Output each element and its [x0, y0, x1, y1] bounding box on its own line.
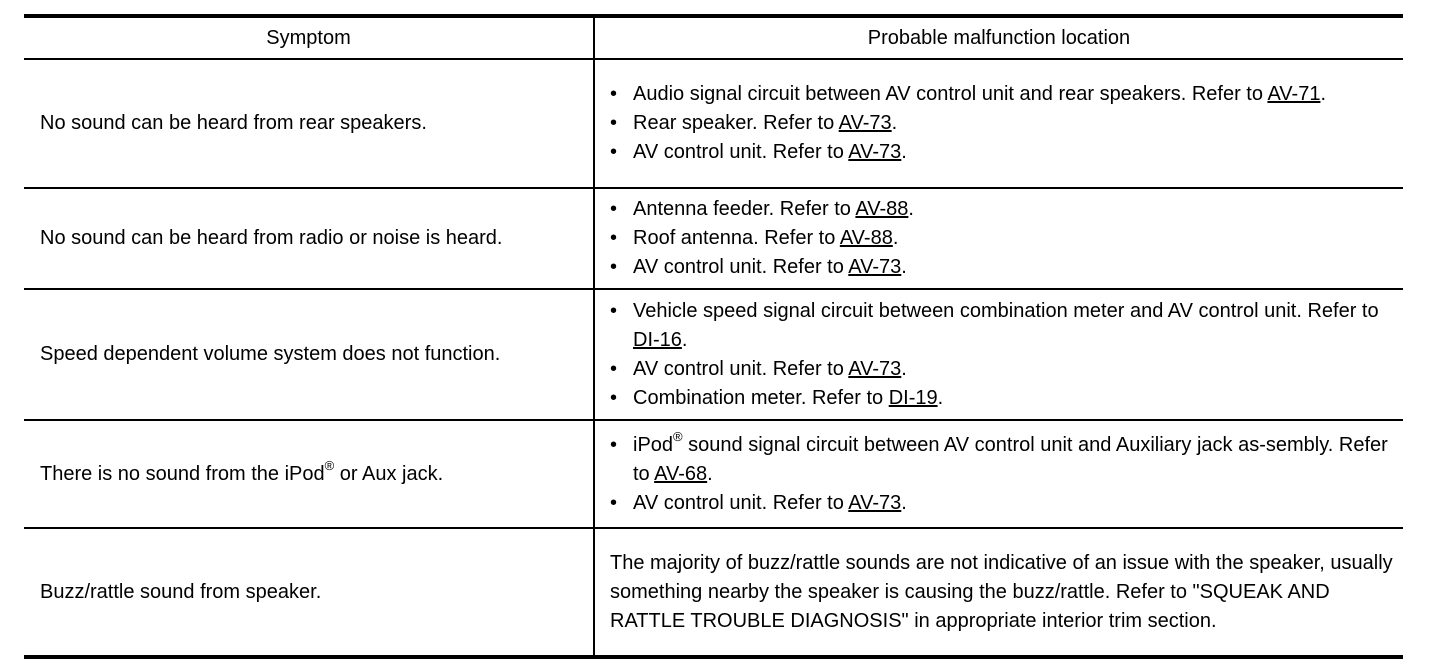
- item-punct: .: [901, 491, 907, 514]
- item-punct: .: [901, 357, 907, 380]
- table-row-2-symptom: [40, 189, 590, 288]
- registered-mark: ®: [673, 428, 683, 444]
- reference-link[interactable]: AV-73: [838, 112, 892, 134]
- item-pre: iPod: [633, 433, 674, 456]
- location-list: [610, 297, 1395, 413]
- list-item: [610, 428, 1395, 489]
- item-text: AV control unit. Refer to: [633, 256, 849, 278]
- list-item: [610, 253, 914, 282]
- reference-link[interactable]: AV-71: [1267, 83, 1321, 105]
- item-punct: .: [901, 141, 907, 163]
- location-paragraph: The majority of buzz/rattle sounds are not indicative of an issue with the speaker, usually something nearby the speaker is causing the buzz/rattle. Refer to "SQUEAK AND RATTLE TROUBLE DIAGNOSIS" in appropriate interior trim section.: [610, 551, 1393, 632]
- reference-link[interactable]: DI-19: [888, 386, 938, 409]
- item-punct: .: [908, 198, 914, 220]
- list-item: [610, 195, 914, 224]
- header-symptom-label: Symptom: [266, 26, 351, 49]
- location-list: [610, 428, 1395, 518]
- table-row-1-symptom: [40, 60, 590, 187]
- item-text: Combination meter. Refer to: [633, 386, 889, 409]
- list-item: [610, 109, 1326, 138]
- item-text: Vehicle speed signal circuit between combination meter and AV control unit. Refer to: [633, 299, 1379, 322]
- item-punct: .: [937, 386, 944, 409]
- list-item: [610, 489, 1395, 518]
- list-item: [610, 138, 1326, 167]
- item-text: Roof antenna. Refer to: [633, 227, 840, 249]
- table-row-4-location: [610, 421, 1395, 527]
- item-text: Antenna feeder. Refer to: [633, 198, 856, 220]
- symptom-post: or Aux jack.: [334, 462, 444, 485]
- header-location-label: Probable malfunction location: [867, 26, 1131, 49]
- item-punct: .: [707, 462, 713, 485]
- item-text: AV control unit. Refer to: [633, 357, 849, 380]
- item-text: Audio signal circuit between AV control unit and rear speakers. Refer to: [633, 83, 1268, 105]
- item-text: AV control unit. Refer to: [633, 491, 849, 514]
- reference-link[interactable]: DI-16: [633, 328, 682, 351]
- list-item: [610, 384, 1395, 413]
- column-divider: [593, 14, 595, 658]
- list-item: [610, 80, 1326, 109]
- table-row-4-symptom: [40, 421, 590, 527]
- table-row-1-location: [610, 60, 1395, 187]
- list-item: [610, 355, 1395, 384]
- item-punct: .: [1320, 83, 1326, 105]
- table-row-5-location: [610, 529, 1395, 655]
- header-location: [595, 18, 1403, 58]
- reference-link[interactable]: AV-68: [654, 462, 708, 485]
- registered-mark: ®: [324, 457, 335, 473]
- reference-link[interactable]: AV-88: [855, 198, 909, 220]
- symptom-text: Speed dependent volume system does not function.: [40, 343, 501, 365]
- location-list: [610, 195, 914, 282]
- reference-link[interactable]: AV-73: [848, 491, 902, 514]
- item-punct: .: [892, 227, 899, 249]
- item-text: AV control unit. Refer to: [633, 141, 849, 163]
- symptom-pre: There is no sound from the iPod: [40, 462, 325, 485]
- symptom-text: Buzz/rattle sound from speaker.: [40, 580, 322, 603]
- item-punct: .: [901, 256, 907, 278]
- reference-link[interactable]: AV-73: [848, 357, 902, 380]
- item-text: sound signal circuit between AV control unit and Auxiliary jack as-sembly. Refer to: [633, 433, 1388, 485]
- table-row-2-location: [610, 189, 1395, 288]
- symptom-text: [40, 457, 444, 489]
- symptom-text: No sound can be heard from radio or noise is heard.: [40, 227, 503, 249]
- reference-link[interactable]: AV-73: [848, 256, 902, 278]
- item-punct: .: [891, 112, 898, 134]
- list-item: [610, 224, 914, 253]
- list-item: [610, 297, 1395, 355]
- table-row-5-symptom: [40, 529, 590, 655]
- reference-link[interactable]: AV-88: [839, 227, 893, 249]
- reference-link[interactable]: AV-73: [848, 141, 902, 163]
- table-bottom-border: [24, 655, 1403, 659]
- location-list: [610, 80, 1326, 167]
- item-punct: .: [681, 328, 688, 351]
- item-text: Rear speaker. Refer to: [633, 112, 839, 134]
- header-symptom: [24, 18, 593, 58]
- table-row-3-symptom: [40, 290, 590, 419]
- symptom-text: No sound can be heard from rear speakers.: [40, 112, 427, 134]
- table-row-3-location: [610, 290, 1395, 419]
